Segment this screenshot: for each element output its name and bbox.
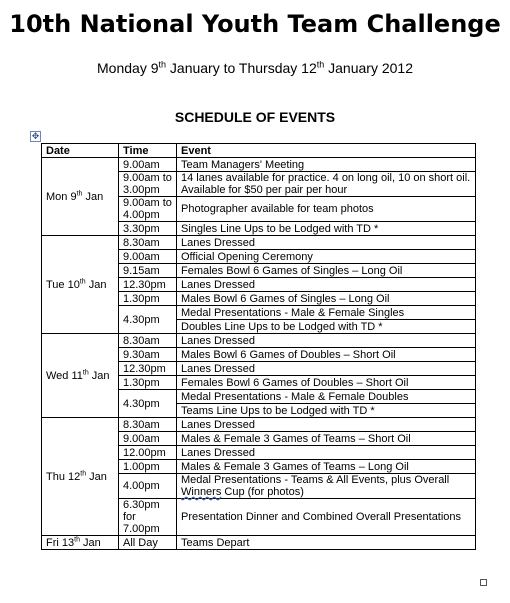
time-cell: 9.00am bbox=[119, 158, 177, 172]
time-cell: 9.00am bbox=[119, 432, 177, 446]
event-cell: Photographer available for team photos bbox=[177, 197, 476, 222]
event-cell: Lanes Dressed bbox=[177, 278, 476, 292]
time-cell: 12.00pm bbox=[119, 446, 177, 460]
event-cell: Females Bowl 6 Games of Singles – Long Oil bbox=[177, 264, 476, 278]
table-row bbox=[42, 236, 476, 250]
event-cell: Team Managers' Meeting bbox=[177, 158, 476, 172]
table-row bbox=[42, 334, 476, 348]
time-cell: 8.30am bbox=[119, 418, 177, 432]
table-row bbox=[42, 536, 476, 550]
table-header-row bbox=[42, 144, 476, 158]
header-date: Date bbox=[42, 144, 119, 158]
event-cell: Lanes Dressed bbox=[177, 446, 476, 460]
time-cell: 4.30pm bbox=[119, 390, 177, 418]
time-cell: 1.30pm bbox=[119, 376, 177, 390]
spellcheck-word: Winners bbox=[181, 486, 222, 498]
schedule-table bbox=[41, 143, 476, 550]
event-cell: 14 lanes available for practice. 4 on long oil, 10 on short oil. Available for $50 per pair per hour bbox=[177, 172, 476, 197]
event-cell: Males Bowl 6 Games of Singles – Long Oil bbox=[177, 292, 476, 306]
time-cell: 9.00am to 3.00pm bbox=[119, 172, 177, 197]
time-cell: 1.30pm bbox=[119, 292, 177, 306]
event-cell: Singles Line Ups to be Lodged with TD * bbox=[177, 222, 476, 236]
event-cell: Teams Depart bbox=[177, 536, 476, 550]
table-move-handle-icon[interactable]: ✥ bbox=[31, 131, 40, 141]
header-time: Time bbox=[119, 144, 177, 158]
header-event: Event bbox=[177, 144, 476, 158]
time-cell: 4.00pm bbox=[119, 474, 177, 499]
date-cell-wed: Wed 11th Jan bbox=[42, 334, 119, 418]
event-cell: Females Bowl 6 Games of Doubles – Short Oil bbox=[177, 376, 476, 390]
event-cell: Males Bowl 6 Games of Doubles – Short Oil bbox=[177, 348, 476, 362]
event-cell: Lanes Dressed bbox=[177, 362, 476, 376]
event-cell: Males & Female 3 Games of Teams – Short Oil bbox=[177, 432, 476, 446]
time-cell: 12.30pm bbox=[119, 362, 177, 376]
time-cell: 3.30pm bbox=[119, 222, 177, 236]
table-row bbox=[42, 158, 476, 172]
time-cell: All Day bbox=[119, 536, 177, 550]
time-cell: 9.15am bbox=[119, 264, 177, 278]
event-cell: Lanes Dressed bbox=[177, 418, 476, 432]
table-resize-handle[interactable] bbox=[480, 579, 487, 586]
time-cell: 9.00am bbox=[119, 250, 177, 264]
time-cell: 8.30am bbox=[119, 334, 177, 348]
event-cell: Medal Presentations - Male & Female Singles bbox=[177, 306, 476, 320]
date-range: Monday 9th January to Thursday 12th January 2012 bbox=[97, 59, 413, 76]
time-cell: 8.30am bbox=[119, 236, 177, 250]
event-cell: Teams Line Ups to be Lodged with TD * bbox=[177, 404, 476, 418]
event-cell: Official Opening Ceremony bbox=[177, 250, 476, 264]
event-cell: Doubles Line Ups to be Lodged with TD * bbox=[177, 320, 476, 334]
event-cell: Lanes Dressed bbox=[177, 236, 476, 250]
time-cell: 9.00am to 4.00pm bbox=[119, 197, 177, 222]
date-cell-mon: Mon 9th Jan bbox=[42, 158, 119, 236]
event-cell: Medal Presentations - Teams & All Events, plus Overall Winners Cup (for photos) bbox=[177, 474, 476, 499]
event-cell: Lanes Dressed bbox=[177, 334, 476, 348]
document-title: 10th National Youth Team Challenge bbox=[9, 10, 501, 38]
time-cell: 6.30pm for 7.00pm bbox=[119, 499, 177, 536]
schedule-heading: SCHEDULE OF EVENTS bbox=[174, 109, 336, 125]
time-cell: 1.00pm bbox=[119, 460, 177, 474]
time-cell: 9.30am bbox=[119, 348, 177, 362]
event-cell: Presentation Dinner and Combined Overall Presentations bbox=[177, 499, 476, 536]
date-cell-fri: Fri 13th Jan bbox=[42, 536, 119, 550]
event-cell: Males & Female 3 Games of Teams – Long Oil bbox=[177, 460, 476, 474]
date-cell-thu: Thu 12th Jan bbox=[42, 418, 119, 536]
time-cell: 12.30pm bbox=[119, 278, 177, 292]
date-cell-tue: Tue 10th Jan bbox=[42, 236, 119, 334]
time-cell: 4.30pm bbox=[119, 306, 177, 334]
table-row bbox=[42, 418, 476, 432]
event-cell: Medal Presentations - Male & Female Doubles bbox=[177, 390, 476, 404]
